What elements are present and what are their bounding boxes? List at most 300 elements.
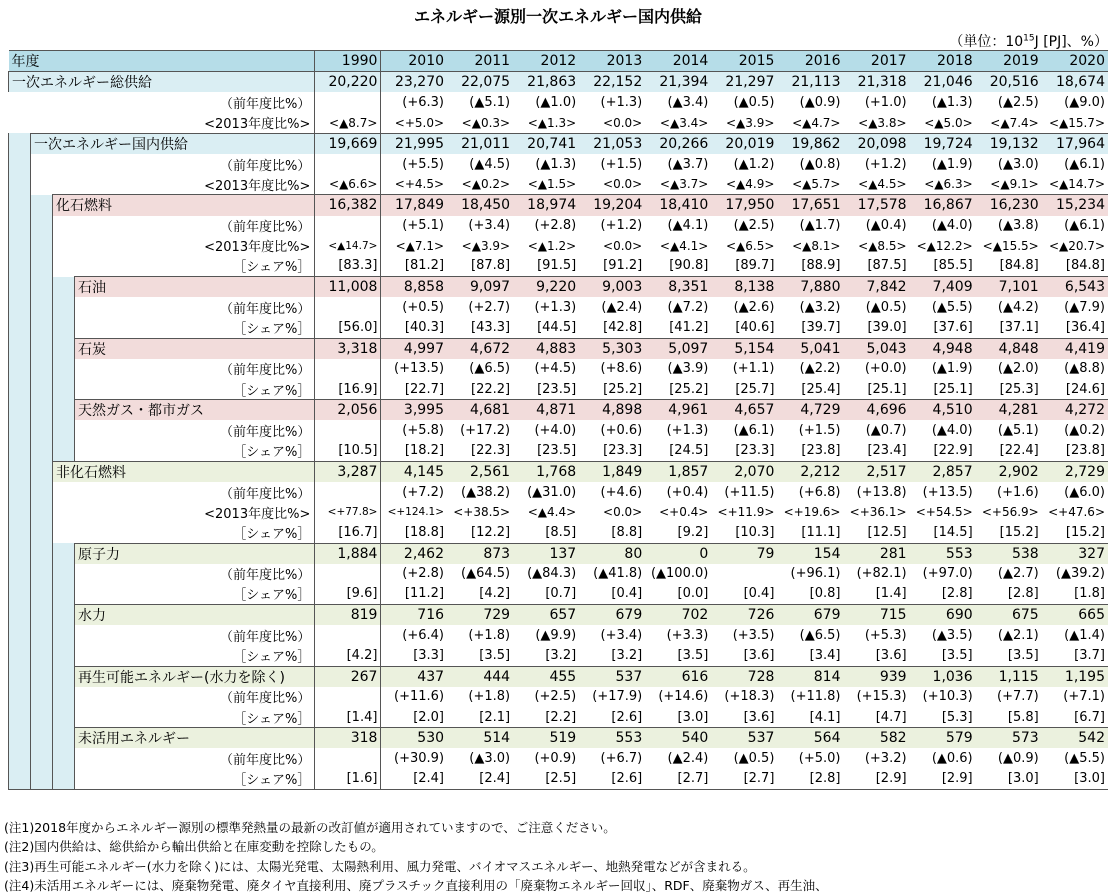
- ratio-cell: (+15.3): [856, 689, 907, 705]
- ratio-cell: [23.4]: [867, 443, 907, 459]
- value-cell: 728: [711, 666, 777, 687]
- indent-cell: [53, 707, 75, 728]
- ratio-label: （前年度比%）: [75, 297, 315, 317]
- indent-cell: [31, 625, 53, 645]
- ratio-cell: <▲15.7>: [1048, 115, 1105, 130]
- value-cell: 327: [1042, 543, 1108, 564]
- ratio-cell: (+7.7): [997, 689, 1039, 705]
- ratio-cell: [23.8]: [1065, 443, 1105, 459]
- ratio-cell: <▲7.4>: [990, 115, 1039, 130]
- indent-cell: [53, 420, 75, 440]
- indent-cell: [31, 277, 53, 298]
- category-row: [9, 195, 1109, 216]
- value-cell: 1,857: [645, 461, 711, 482]
- ratio-cell: <▲5.7>: [792, 177, 841, 192]
- note-2: (注2)国内供給は、総供給から輸出供給と在庫変動を控除したもの。: [4, 839, 384, 855]
- value-cell: 20,220: [315, 72, 381, 93]
- ratio-row: [9, 216, 1109, 236]
- value-cell: 2,056: [315, 400, 381, 421]
- value-cell: 19,669: [315, 133, 381, 154]
- ratio-cell: (+82.1): [856, 566, 907, 582]
- indent-cell: [53, 379, 75, 400]
- ratio-cell: (+4.0): [534, 422, 577, 438]
- ratio-cell: [10.3]: [735, 524, 775, 540]
- ratio-cell: [40.6]: [735, 320, 775, 336]
- value-cell: 267: [315, 666, 381, 687]
- value-cell: 573: [976, 728, 1042, 749]
- ratio-cell: [3.5]: [479, 648, 511, 664]
- indent-cell: [31, 461, 53, 482]
- value-cell: 540: [645, 728, 711, 749]
- value-cell: 4,729: [777, 400, 843, 421]
- ratio-cell: [2.8]: [1007, 586, 1039, 602]
- value-cell: 4,883: [513, 338, 579, 359]
- value-cell: 5,043: [843, 338, 909, 359]
- value-cell: 16,382: [315, 195, 381, 216]
- ratio-cell: [3.0]: [976, 769, 1042, 790]
- ratio-cell: <▲1.5>: [527, 177, 577, 192]
- value-cell: 679: [777, 605, 843, 626]
- ratio-cell: (+8.6): [600, 361, 643, 377]
- value-cell: 21,318: [843, 72, 909, 93]
- ratio-cell: (+1.8): [468, 689, 511, 705]
- ratio-cell: [24.6]: [1065, 381, 1105, 397]
- value-cell: 2,857: [910, 461, 976, 482]
- ratio-cell: (▲6.5): [799, 627, 841, 643]
- value-cell: 4,681: [447, 400, 513, 421]
- indent-cell: [31, 317, 53, 338]
- ratio-cell: (▲4.2): [997, 299, 1039, 315]
- value-cell: 873: [447, 543, 513, 564]
- value-cell: 5,154: [711, 338, 777, 359]
- ratio-row: [9, 317, 1109, 338]
- indent-cell: [53, 625, 75, 645]
- ratio-cell: (▲38.2): [461, 484, 511, 500]
- ratio-cell: [4.7]: [875, 709, 907, 725]
- ratio-cell: (+2.8): [402, 566, 445, 582]
- energy-supply-table: [8, 50, 1108, 790]
- value-cell: 1,768: [513, 461, 579, 482]
- value-cell: 4,696: [843, 400, 909, 421]
- indent-cell: [9, 502, 31, 522]
- indent-cell: [9, 769, 31, 790]
- category-row: [9, 543, 1109, 564]
- value-cell: 17,651: [777, 195, 843, 216]
- indent-cell: [31, 748, 53, 768]
- ratio-cell: [1.6]: [315, 769, 381, 790]
- ratio-cell: (+6.3): [402, 94, 445, 110]
- category-row: [9, 72, 1109, 93]
- ratio-cell: (▲2.4): [667, 750, 709, 766]
- ratio-cell: [315, 420, 381, 440]
- header-year: 2011: [447, 51, 513, 72]
- ratio-cell: (▲39.2): [1055, 566, 1105, 582]
- ratio-cell: [89.7]: [735, 258, 775, 274]
- ratio-cell: (▲0.5): [733, 750, 775, 766]
- ratio-cell: (+13.8): [856, 484, 907, 500]
- ratio-cell: <▲4.4>: [527, 505, 577, 520]
- ratio-row: [9, 420, 1109, 440]
- value-cell: 5,041: [777, 338, 843, 359]
- ratio-label: （前年度比%）: [75, 625, 315, 645]
- value-cell: 1,884: [315, 543, 381, 564]
- ratio-cell: [41.2]: [669, 320, 709, 336]
- ratio-cell: [4.2]: [479, 586, 511, 602]
- ratio-cell: [315, 625, 381, 645]
- ratio-cell: [91.5]: [537, 258, 577, 274]
- value-cell: 444: [447, 666, 513, 687]
- row-label: 石油: [75, 277, 315, 298]
- indent-cell: [9, 645, 31, 666]
- value-cell: 7,101: [976, 277, 1042, 298]
- ratio-cell: <▲14.7>: [315, 236, 381, 256]
- ratio-cell: [8.5]: [545, 524, 577, 540]
- ratio-cell: [3.5]: [1007, 648, 1039, 664]
- ratio-cell: [84.8]: [999, 258, 1039, 274]
- indent-cell: [9, 728, 31, 749]
- unit-exponent: 15: [1023, 33, 1035, 44]
- indent-cell: [31, 707, 53, 728]
- indent-cell: [9, 174, 31, 195]
- ratio-row: [9, 707, 1109, 728]
- header-year: 2016: [777, 51, 843, 72]
- indent-cell: [9, 359, 31, 379]
- value-cell: 20,098: [843, 133, 909, 154]
- value-cell: 19,204: [579, 195, 645, 216]
- indent-cell: [9, 687, 31, 707]
- ratio-cell: (▲84.3): [527, 566, 577, 582]
- ratio-row: [9, 297, 1109, 317]
- value-cell: 7,409: [910, 277, 976, 298]
- value-cell: 21,113: [777, 72, 843, 93]
- ratio-cell: [3.3]: [413, 648, 445, 664]
- ratio-row: [9, 502, 1109, 522]
- ratio-cell: (▲6.1): [733, 422, 775, 438]
- ratio-cell: (▲1.9): [931, 361, 973, 377]
- ratio-cell: [23.3]: [603, 443, 643, 459]
- ratio-cell: [18.2]: [404, 443, 445, 459]
- category-row: [9, 666, 1109, 687]
- indent-cell: [9, 461, 31, 482]
- ratio-cell: <+47.6>: [1048, 505, 1105, 520]
- ratio-cell: (+14.6): [658, 689, 709, 705]
- ratio-cell: (▲5.5): [931, 299, 973, 315]
- ratio-label: （前年度比%）: [31, 154, 315, 174]
- value-cell: 455: [513, 666, 579, 687]
- ratio-label: ［シェア%］: [75, 441, 315, 462]
- value-cell: 1,115: [976, 666, 1042, 687]
- ratio-cell: [9.2]: [677, 524, 709, 540]
- ratio-cell: [315, 482, 381, 502]
- value-cell: 690: [910, 605, 976, 626]
- ratio-cell: [16.7]: [315, 522, 381, 543]
- indent-cell: [9, 379, 31, 400]
- category-row: [9, 728, 1109, 749]
- ratio-cell: (+5.3): [864, 627, 907, 643]
- indent-cell: [31, 564, 53, 584]
- value-cell: 538: [976, 543, 1042, 564]
- unit-label: [949, 31, 1108, 51]
- ratio-cell: (+1.5): [600, 156, 643, 172]
- ratio-cell: (▲4.1): [667, 218, 709, 234]
- ratio-row: [9, 584, 1109, 605]
- ratio-cell: (▲4.5): [469, 156, 511, 172]
- ratio-cell: (+1.5): [798, 422, 841, 438]
- header-year: 2015: [711, 51, 777, 72]
- ratio-cell: (+4.6): [600, 484, 643, 500]
- indent-cell: [31, 216, 53, 236]
- ratio-cell: (+30.9): [394, 750, 445, 766]
- value-cell: 21,053: [579, 133, 645, 154]
- ratio-cell: (+0.9): [534, 750, 577, 766]
- ratio-cell: [2.2]: [545, 709, 577, 725]
- value-cell: 4,419: [1042, 338, 1108, 359]
- indent-cell: [9, 707, 31, 728]
- ratio-cell: (▲0.8): [799, 156, 841, 172]
- ratio-cell: (▲41.8): [593, 566, 643, 582]
- category-row: [9, 605, 1109, 626]
- ratio-cell: (+1.0): [864, 94, 907, 110]
- value-cell: 15,234: [1042, 195, 1108, 216]
- ratio-cell: <▲1.2>: [527, 238, 577, 253]
- value-cell: 4,898: [579, 400, 645, 421]
- ratio-cell: <0.0>: [603, 115, 643, 130]
- header-year: 2017: [843, 51, 909, 72]
- value-cell: 21,863: [513, 72, 579, 93]
- indent-cell: [53, 769, 75, 790]
- value-cell: 79: [711, 543, 777, 564]
- indent-cell: [9, 748, 31, 768]
- indent-cell: [31, 256, 53, 277]
- ratio-cell: <▲4.9>: [725, 177, 775, 192]
- ratio-cell: (+5.5): [402, 156, 445, 172]
- indent-cell: [31, 482, 53, 502]
- header-year: 2020: [1042, 51, 1108, 72]
- category-row: [9, 133, 1109, 154]
- ratio-cell: (▲3.0): [997, 156, 1039, 172]
- ratio-cell: [6.7]: [1074, 709, 1105, 725]
- ratio-cell: (+3.5): [732, 627, 775, 643]
- ratio-cell: (+1.3): [600, 94, 643, 110]
- ratio-cell: [0.7]: [545, 586, 577, 602]
- value-cell: 729: [447, 605, 513, 626]
- ratio-cell: (+13.5): [394, 361, 445, 377]
- indent-cell: [31, 605, 53, 626]
- ratio-cell: (▲5.1): [997, 422, 1039, 438]
- ratio-cell: (▲2.1): [997, 627, 1039, 643]
- indent-cell: [31, 584, 53, 605]
- value-cell: 19,862: [777, 133, 843, 154]
- note-4: (注4)未活用エネルギーには、廃棄物発電、廃タイヤ直接利用、廃プラスチック直接利用の「廃棄物エネルギー回収」、RDF、廃棄物ガス、再生油、: [4, 877, 828, 893]
- value-cell: 2,212: [777, 461, 843, 482]
- indent-cell: [9, 256, 31, 277]
- category-row: [9, 400, 1109, 421]
- value-cell: 137: [513, 543, 579, 564]
- value-cell: 7,842: [843, 277, 909, 298]
- ratio-cell: [0.4]: [611, 586, 643, 602]
- ratio-cell: (▲3.8): [997, 218, 1039, 234]
- ratio-cell: [24.5]: [669, 443, 709, 459]
- ratio-cell: [23.3]: [735, 443, 775, 459]
- ratio-cell: [315, 92, 381, 112]
- ratio-cell: [85.5]: [933, 258, 973, 274]
- ratio-row: [9, 769, 1109, 790]
- ratio-cell: [36.4]: [1065, 320, 1105, 336]
- ratio-cell: <▲15.5>: [982, 238, 1039, 253]
- value-cell: 814: [777, 666, 843, 687]
- ratio-cell: [10.5]: [315, 441, 381, 462]
- value-cell: 17,578: [843, 195, 909, 216]
- ratio-cell: <+0.4>: [659, 505, 709, 520]
- indent-cell: [53, 666, 75, 687]
- indent-cell: [9, 584, 31, 605]
- ratio-cell: [4.1]: [809, 709, 841, 725]
- ratio-cell: (▲6.0): [1064, 484, 1105, 500]
- ratio-cell: (▲0.6): [931, 750, 973, 766]
- ratio-cell: [2.5]: [513, 769, 579, 790]
- indent-cell: [31, 195, 53, 216]
- ratio-cell: [9.6]: [315, 584, 381, 605]
- indent-cell: [31, 400, 53, 421]
- ratio-cell: (+0.5): [402, 299, 445, 315]
- ratio-cell: [42.8]: [603, 320, 643, 336]
- ratio-cell: (+3.2): [864, 750, 907, 766]
- indent-cell: [9, 482, 31, 502]
- value-cell: 715: [843, 605, 909, 626]
- value-cell: 4,948: [910, 338, 976, 359]
- ratio-cell: [37.6]: [933, 320, 973, 336]
- ratio-label: ［シェア%］: [75, 317, 315, 338]
- value-cell: 18,674: [1042, 72, 1108, 93]
- value-cell: 80: [579, 543, 645, 564]
- value-cell: 2,729: [1042, 461, 1108, 482]
- header-year: 2013: [579, 51, 645, 72]
- value-cell: 20,741: [513, 133, 579, 154]
- value-cell: 537: [579, 666, 645, 687]
- value-cell: 2,561: [447, 461, 513, 482]
- ratio-row: [9, 113, 1109, 134]
- row-label: 一次エネルギー国内供給: [31, 133, 315, 154]
- ratio-cell: (+2.8): [534, 218, 577, 234]
- value-cell: 3,995: [381, 400, 447, 421]
- ratio-cell: (▲5.5): [1064, 750, 1105, 766]
- value-cell: 8,351: [645, 277, 711, 298]
- ratio-cell: [43.3]: [471, 320, 511, 336]
- ratio-cell: [56.0]: [315, 317, 381, 338]
- ratio-cell: <▲3.4>: [659, 115, 709, 130]
- ratio-row: [9, 625, 1109, 645]
- ratio-cell: (▲8.8): [1064, 361, 1105, 377]
- ratio-cell: [315, 748, 381, 768]
- value-cell: 542: [1042, 728, 1108, 749]
- ratio-cell: (▲2.5): [733, 218, 775, 234]
- note-1: (注1)2018年度からエネルギー源別の標準発熱量の最新の改訂値が適用されていますので、ご注意ください。: [4, 820, 616, 835]
- ratio-cell: <▲8.1>: [792, 238, 841, 253]
- indent-cell: [53, 297, 75, 317]
- ratio-cell: (+18.3): [724, 689, 775, 705]
- ratio-label: （前年度比%）: [75, 359, 315, 379]
- ratio-cell: [14.5]: [933, 524, 973, 540]
- ratio-cell: <▲4.5>: [858, 177, 907, 192]
- value-cell: 4,961: [645, 400, 711, 421]
- ratio-cell: <0.0>: [603, 177, 643, 192]
- category-row: [9, 461, 1109, 482]
- ratio-cell: (+1.8): [468, 627, 511, 643]
- ratio-cell: (▲2.7): [997, 566, 1039, 582]
- header-row: [9, 51, 1109, 72]
- indent-cell: [9, 564, 31, 584]
- ratio-cell: (▲1.9): [931, 156, 973, 172]
- ratio-cell: [2.4]: [447, 769, 513, 790]
- ratio-row: [9, 256, 1109, 277]
- ratio-cell: (+11.5): [724, 484, 775, 500]
- indent-cell: [9, 297, 31, 317]
- indent-cell: [53, 687, 75, 707]
- ratio-cell: [315, 359, 381, 379]
- category-row: [9, 338, 1109, 359]
- ratio-cell: [315, 564, 381, 584]
- ratio-cell: <▲3.7>: [659, 177, 709, 192]
- ratio-cell: (▲7.2): [667, 299, 709, 315]
- ratio-row: [9, 687, 1109, 707]
- indent-cell: [9, 133, 31, 154]
- value-cell: 21,394: [645, 72, 711, 93]
- row-label: 非化石燃料: [53, 461, 315, 482]
- ratio-label: <2013年度比%>: [53, 236, 315, 256]
- ratio-cell: [5.8]: [1007, 709, 1039, 725]
- ratio-row: [9, 441, 1109, 462]
- ratio-cell: [2.1]: [479, 709, 511, 725]
- ratio-cell: <▲3.9>: [725, 115, 775, 130]
- ratio-cell: <+38.5>: [453, 505, 511, 520]
- ratio-label: ［シェア%］: [53, 256, 315, 277]
- indent-cell: [53, 359, 75, 379]
- indent-cell: [9, 236, 31, 256]
- value-cell: 3,287: [315, 461, 381, 482]
- ratio-cell: (▲1.3): [535, 156, 577, 172]
- ratio-cell: (+0.6): [600, 422, 643, 438]
- value-cell: 665: [1042, 605, 1108, 626]
- table-body: [9, 51, 1109, 790]
- ratio-cell: [3.4]: [809, 648, 841, 664]
- value-cell: 582: [843, 728, 909, 749]
- ratio-row: [9, 748, 1109, 768]
- header-year: 2012: [513, 51, 579, 72]
- ratio-cell: (▲31.0): [527, 484, 577, 500]
- ratio-cell: [15.2]: [999, 524, 1039, 540]
- ratio-cell: [23.8]: [801, 443, 841, 459]
- ratio-cell: (▲1.7): [799, 218, 841, 234]
- ratio-cell: (▲4.0): [931, 218, 973, 234]
- ratio-cell: [2.6]: [611, 709, 643, 725]
- value-cell: 17,950: [711, 195, 777, 216]
- indent-cell: [31, 502, 53, 522]
- ratio-label: （前年度比%）: [9, 92, 315, 112]
- ratio-cell: (▲3.4): [667, 94, 709, 110]
- ratio-cell: [11.2]: [404, 586, 445, 602]
- ratio-cell: (▲4.0): [931, 422, 973, 438]
- value-cell: 21,995: [381, 133, 447, 154]
- value-cell: 437: [381, 666, 447, 687]
- value-cell: 716: [381, 605, 447, 626]
- ratio-cell: <▲14.7>: [1048, 177, 1105, 192]
- indent-cell: [9, 216, 31, 236]
- ratio-cell: [3.5]: [677, 648, 709, 664]
- ratio-row: [9, 236, 1109, 256]
- ratio-cell: (+7.1): [1063, 689, 1105, 705]
- value-cell: 8,138: [711, 277, 777, 298]
- ratio-cell: (+13.5): [922, 484, 973, 500]
